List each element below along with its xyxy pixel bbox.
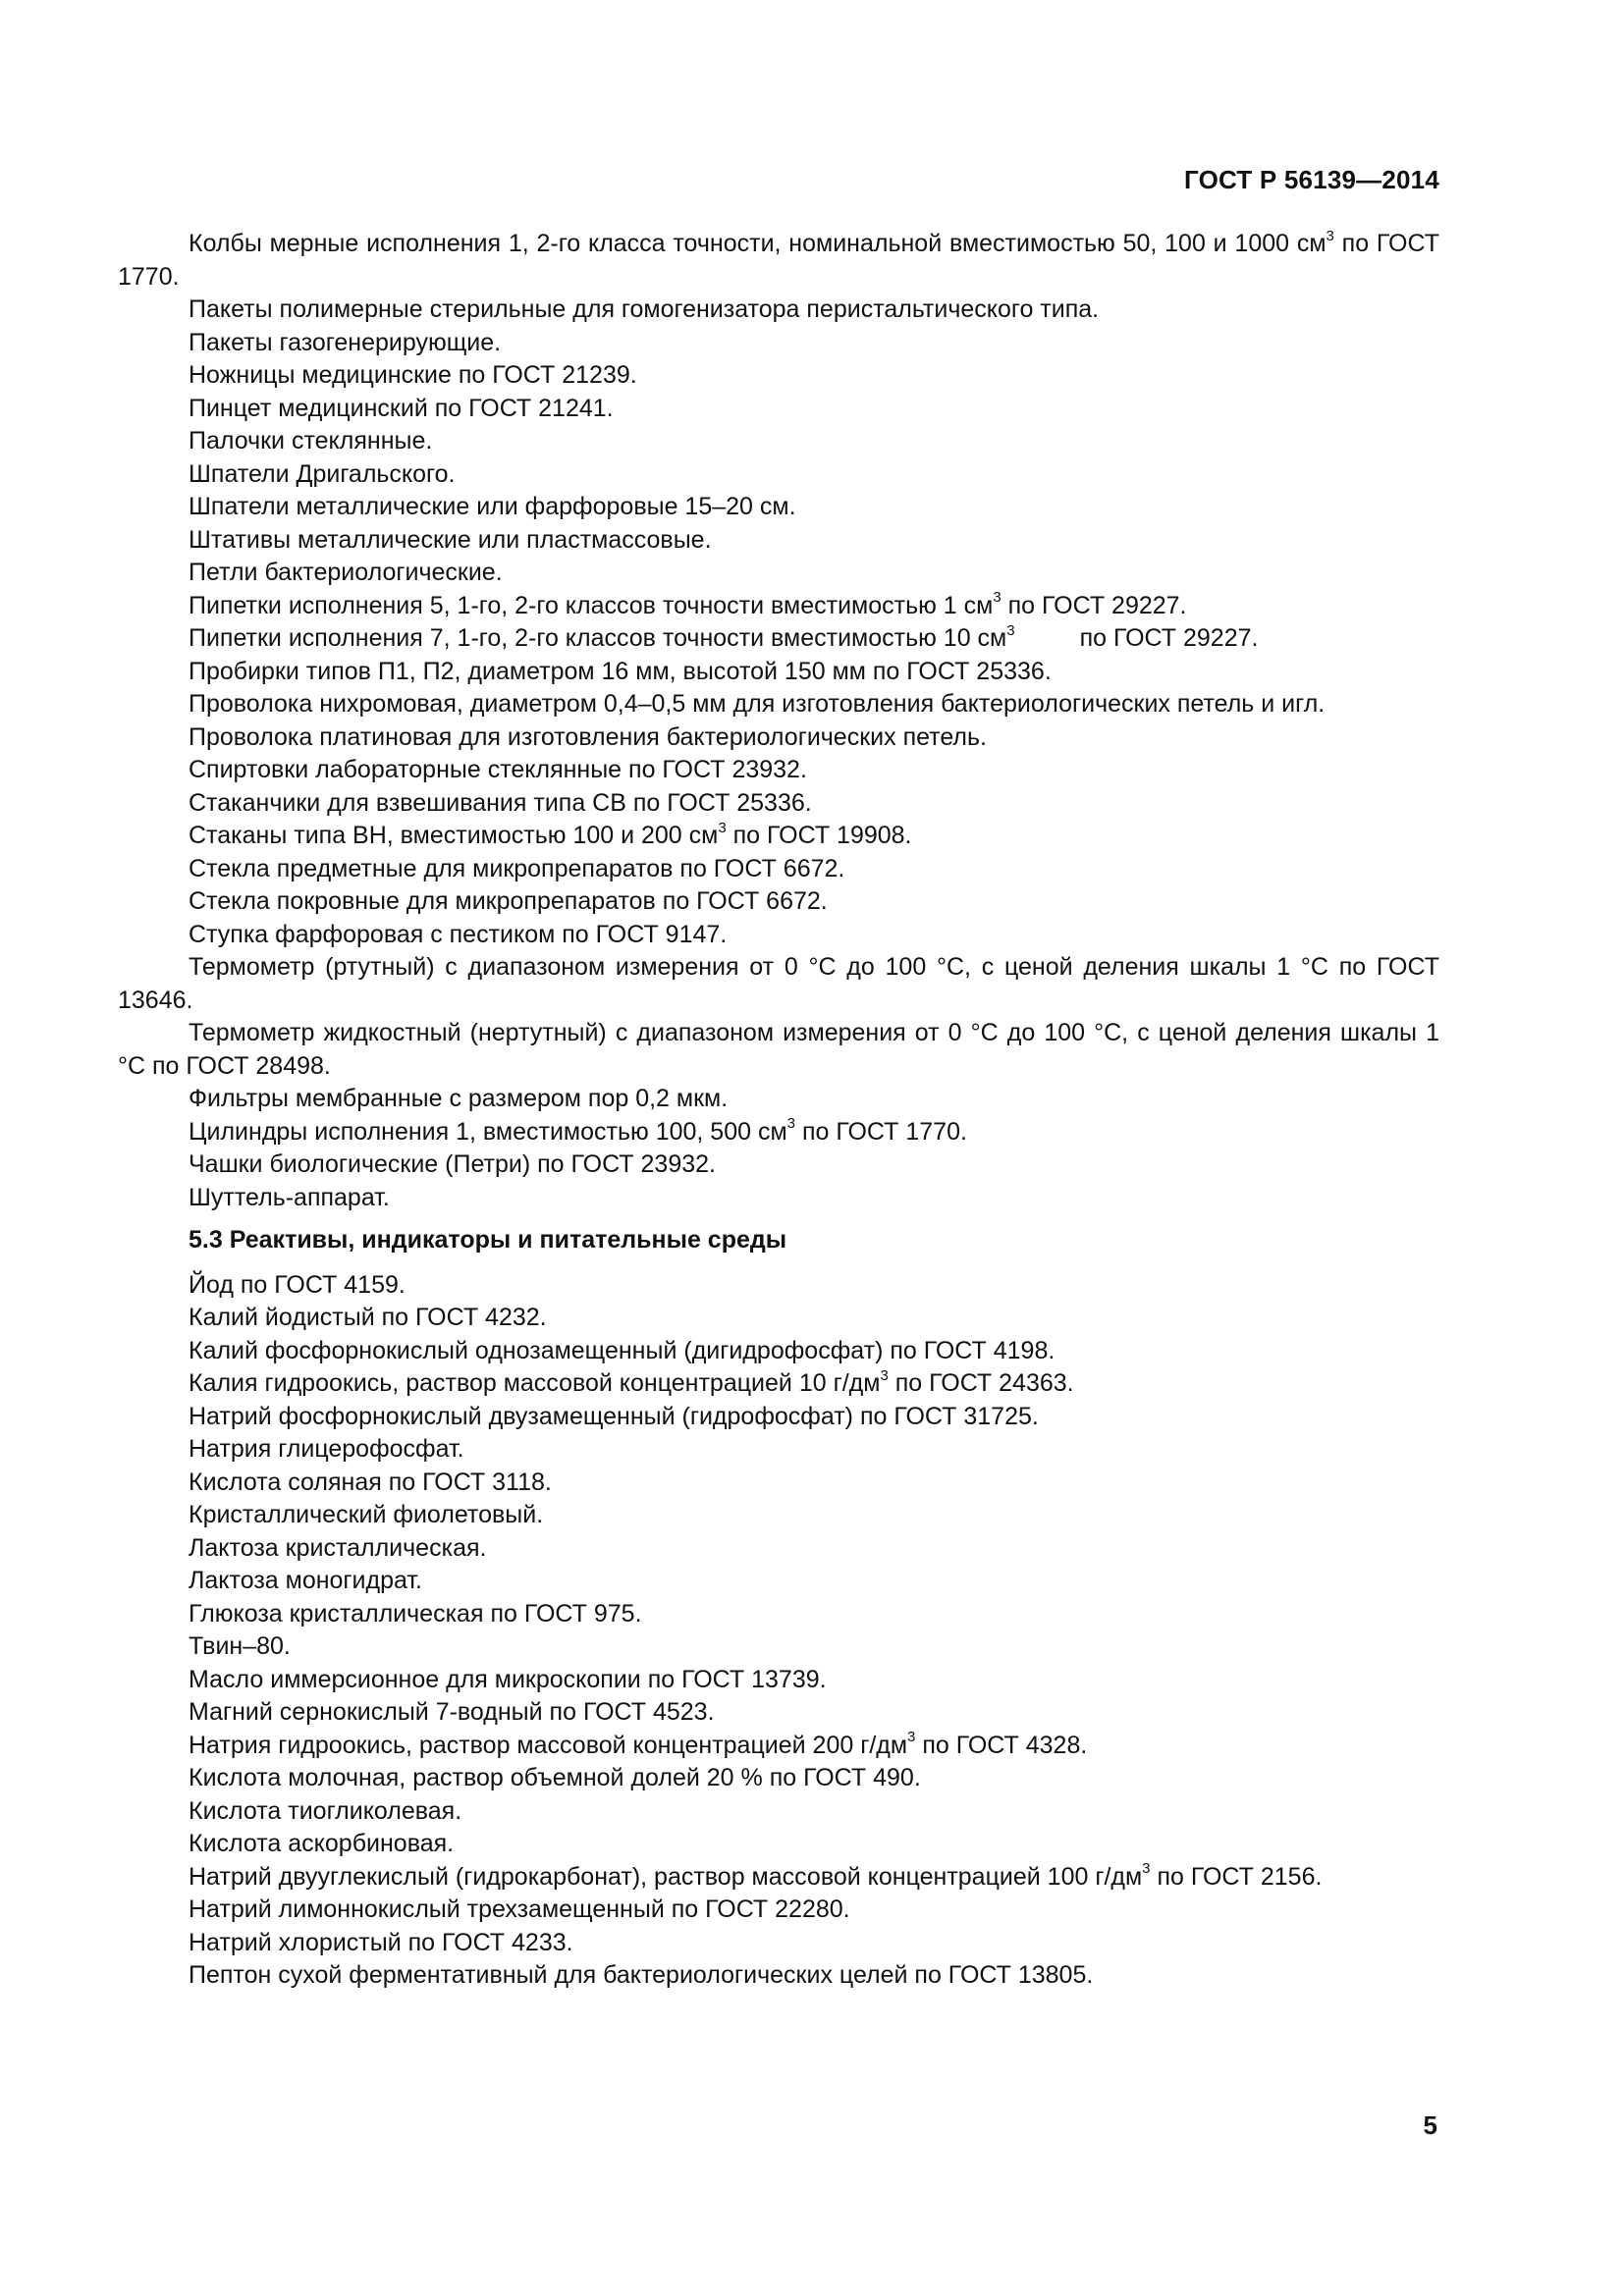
list-item: Фильтры мембранные с размером пор 0,2 мкм. (189, 1085, 729, 1112)
list-item: Калия гидроокись, раствор массовой концентрацией 10 $г/дм^3$ по ГОСТ 24363. (189, 1366, 1074, 1397)
list-item: Колбы мерные исполнения 1, 2-го класса точности, номинальной вместимостью 50, 100 и 1000 $см^3$ по ГОСТ 1770. (118, 227, 1439, 291)
list-item: Йод по ГОСТ 4159. (189, 1270, 406, 1299)
list-item: Пипетки исполнения 7, 1-го, 2-го классов точности вместимостью 10 $см^3$ по ГОСТ 29227. (189, 621, 1259, 652)
list-item: Шпатели Дригальского. (189, 459, 456, 488)
list-item: Стаканчики для взвешивания типа СВ по ГОСТ 25336. (189, 788, 812, 817)
list-item: Стаканы типа ВН, вместимостью 100 и 200 $см^3$ по ГОСТ 19908. (189, 819, 912, 849)
list-item: Стекла предметные для микропрепаратов по ГОСТ 6672. (189, 854, 845, 882)
list-item: Лактоза кристаллическая. (189, 1533, 487, 1562)
list-item: Кислота тиогликолевая. (189, 1796, 462, 1825)
document-code-header: ГОСТ Р 56139—2014 (1184, 165, 1439, 194)
list-item: Пробирки типов П1, П2, диаметром 16 мм, высотой 150 мм по ГОСТ 25336. (189, 657, 1052, 685)
list-item: Масло иммерсионное для микроскопии по ГОСТ 13739. (189, 1665, 827, 1693)
list-item: Чашки биологические (Петри) по ГОСТ 23932. (189, 1150, 716, 1178)
list-item: Пакеты газогенерирующие. (189, 328, 502, 356)
section-heading: 5.3 Реактивы, индикаторы и питательные среды (189, 1226, 787, 1254)
list-item: Магний сернокислый 7-водный по ГОСТ 4523. (189, 1698, 715, 1726)
list-item: Шпатели металлические или фарфоровые 15–20 см. (189, 493, 796, 520)
list-item: Пептон сухой ферментативный для бактериологических целей по ГОСТ 13805. (189, 1961, 1094, 1989)
list-item: Кислота аскорбиновая. (189, 1830, 455, 1857)
list-item: Натрий лимоннокислый трехзамещенный по ГОСТ 22280. (189, 1896, 850, 1923)
list-item: Кристаллический фиолетовый. (189, 1501, 544, 1528)
list-item: Ножницы медицинские по ГОСТ 21239. (189, 361, 637, 389)
list-item: Калий фосфорнокислый однозамещенный (дигидрофосфат) по ГОСТ 4198. (189, 1336, 1056, 1364)
list-item: Кислота соляная по ГОСТ 3118. (189, 1468, 552, 1496)
reagents-list (118, 1269, 1439, 1993)
list-item: Штативы металлические или пластмассовые. (189, 525, 712, 554)
list-item: Натрия глицерофосфат. (189, 1435, 464, 1463)
list-item: Стекла покровные для микропрепаратов по ГОСТ 6672. (189, 887, 828, 915)
list-item: Твин–80. (189, 1632, 291, 1660)
list-item: Термометр (ртутный) с диапазоном измерения от 0 °С до 100 °С, с ценой деления шкалы 1 °С по ГОСТ 13646. (118, 953, 1439, 1014)
document-body (118, 228, 1439, 1993)
list-item: Натрий двууглекислый (гидрокарбонат), раствор массовой концентрацией 100 $г/дм^3$ по ГОСТ 2156. (189, 1860, 1323, 1891)
list-item: Проволока платиновая для изготовления бактериологических петель. (189, 722, 987, 751)
page-number: 5 (1423, 2110, 1437, 2140)
list-item: Проволока нихромовая, диаметром 0,4–0,5 мм для изготовления бактериологических петель и игл. (189, 690, 1326, 718)
list-item: Петли бактериологические. (189, 559, 503, 586)
list-item: Спиртовки лабораторные стеклянные по ГОСТ 23932. (189, 756, 807, 783)
list-item: Натрия гидроокись, раствор массовой концентрацией 200 $г/дм^3$ по ГОСТ 4328. (189, 1729, 1088, 1759)
equipment-list (118, 228, 1439, 1214)
list-item: Пакеты полимерные стерильные для гомогенизатора перистальтического типа. (189, 295, 1100, 323)
list-item: Калий йодистый по ГОСТ 4232. (189, 1304, 547, 1331)
list-item: Глюкоза кристаллическая по ГОСТ 975. (189, 1599, 642, 1628)
list-item: Лактоза моногидрат. (189, 1567, 422, 1594)
list-item: Кислота молочная, раствор объемной долей 20 % по ГОСТ 490. (189, 1764, 921, 1791)
list-item: Ступка фарфоровая с пестиком по ГОСТ 9147. (189, 920, 728, 948)
list-item: Пинцет медицинский по ГОСТ 21241. (189, 394, 614, 422)
list-item: Натрий фосфорнокислый двузамещенный (гидрофосфат) по ГОСТ 31725. (189, 1402, 1039, 1430)
list-item: Шуттель-аппарат. (189, 1183, 390, 1211)
list-item: Натрий хлористый по ГОСТ 4233. (189, 1928, 573, 1956)
list-item: Палочки стеклянные. (189, 427, 433, 454)
list-item: Пипетки исполнения 5, 1-го, 2-го классов точности вместимостью 1 $см^3$ по ГОСТ 29227. (189, 589, 1187, 619)
list-item: Цилиндры исполнения 1, вместимостью 100, 500 $см^3$ по ГОСТ 1770. (189, 1115, 967, 1146)
list-item: Термометр жидкостный (нертутный) с диапазоном измерения от 0 °С до 100 °С, с ценой деления шкалы 1 °С по ГОСТ 28498. (118, 1019, 1439, 1080)
